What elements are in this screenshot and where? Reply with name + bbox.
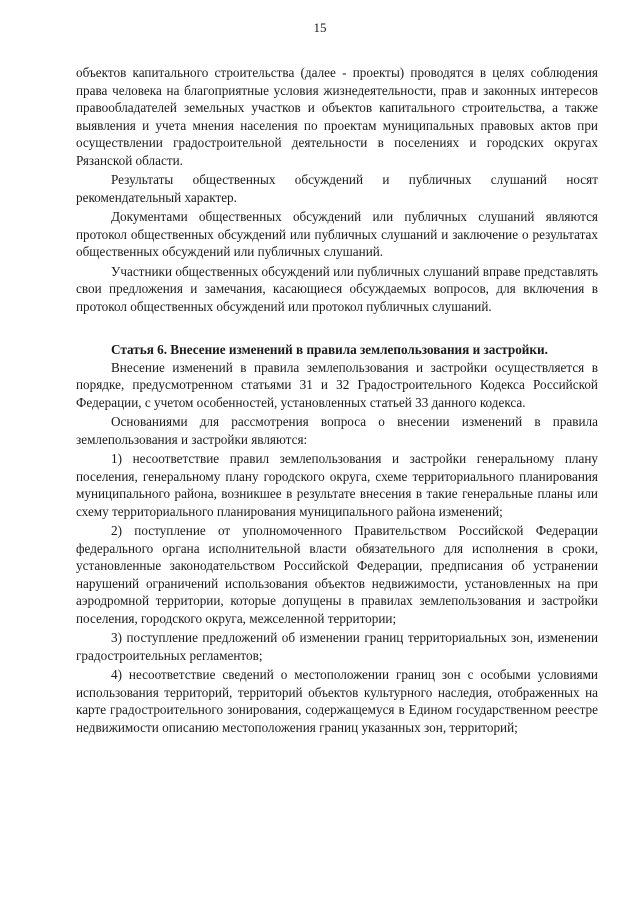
grounds-list-item-3: 3) поступление предложений об изменении границ территориальных зон, изменении градостроительных регламентов; — [76, 630, 598, 663]
page-number: 15 — [313, 20, 327, 35]
grounds-list-item-2: 2) поступление от уполномоченного Правительством Российской Федерации федерального органа исполнительной власти обязательного для исполнения в сроки, установленные законодательством Российской Федерации, предписания об устранении нарушений ограничений использования объектов недвижимости, установленных на при аэродромной территории, которые допущены в правилах землепользования и застройки поселения, городского округа, межселенной территории; — [76, 523, 598, 626]
article-6-paragraph-grounds: Основаниями для рассмотрения вопроса о внесении изменений в правила землепользования и застройки являются: — [76, 414, 598, 447]
page-content — [76, 64, 598, 736]
article-6-paragraph-procedure: Внесение изменений в правила землепользования и застройки осуществляется в порядке, предусмотренном статьями 31 и 32 Градостроительного Кодекса Российской Федерации, с учетом особенностей, установленных статьей 33 данного кодекса. — [76, 359, 598, 410]
grounds-list-item-1: 1) несоответствие правил землепользования и застройки генеральному плану поселения, генеральному плану городского округа, схеме территориального планирования муниципального района, возникшее в результате внесения в такие генеральные планы или схему территориального планирования муниципального района изменений; — [76, 451, 598, 519]
grounds-list-item-4: 4) несоответствие сведений о местоположении границ зон с особыми условиями использования территорий, территорий объектов культурного наследия, отображенных на карте градостроительного зонирования, содержащемуся в Едином государственном реестре недвижимости описанию местоположения границ указанных зон, территорий; — [76, 667, 598, 735]
article-6-heading: Статья 6. Внесение изменений в правила землепользования и застройки. — [111, 342, 548, 357]
paragraph-participants: Участники общественных обсуждений или публичных слушаний вправе представлять свои предложения и замечания, касающиеся обсуждаемых вопросов, для включения в протокол общественных обсуждений или протокол публичных слушаний. — [76, 263, 598, 314]
paragraph-purpose: объектов капитального строительства (далее - проекты) проводятся в целях соблюдения права человека на благоприятные условия жизнедеятельности, прав и законных интересов правообладателей земельных участков и объектов капитального строительства, а также выявления и учета мнения населения по проектам муниципальных правовых актов при осуществлении градостроительной деятельности в поселениях и городских округах Рязанской области. — [76, 65, 598, 168]
paragraph-documents: Документами общественных обсуждений или публичных слушаний являются протокол общественных обсуждений или публичных слушаний и заключение о результатах общественных обсуждений или публичных слушаний. — [76, 209, 598, 259]
paragraph-results: Результаты общественных обсуждений и публичных слушаний носят рекомендательный характер. — [76, 172, 598, 205]
